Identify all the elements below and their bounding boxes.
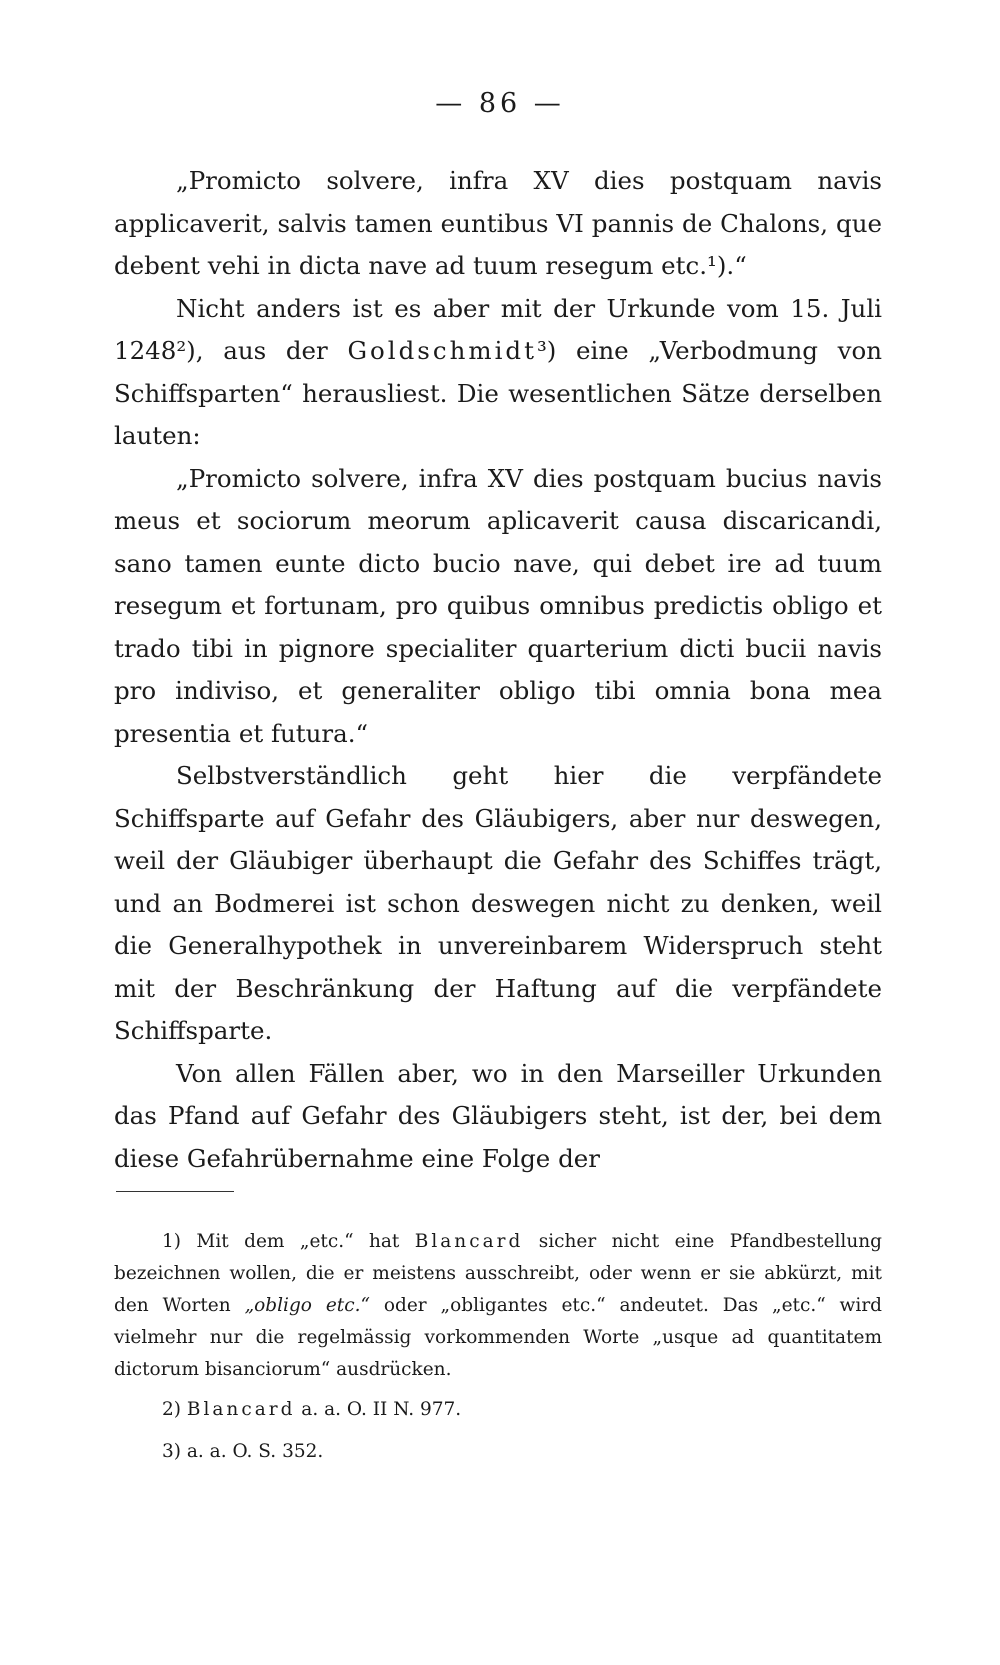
footnote-divider — [116, 1191, 234, 1192]
paragraph-5: Von allen Fällen aber, wo in den Marseiller Urkunden das Pfand auf Gefahr des Gläubigers steht, ist der, bei dem diese Gefahrübernahme eine Folge der — [114, 1058, 882, 1173]
paragraph-2-part-1: Nicht anders ist es aber mit der Urkunde vom 15. Juli 1248²), aus der — [114, 293, 882, 365]
page-number: — 86 — — [435, 88, 565, 119]
footnote-1 — [114, 1226, 882, 1386]
footnote-1-part-b: sicher nicht eine Pfandbestellung bezeichnen wollen, die er meistens ausschreibt, oder wenn er sie abkürzt, mit den Worten — [114, 1231, 882, 1316]
paragraph-2-part-2: ³) eine „Verbodmung von Schiffsparten“ herausliest. Die wesentlichen Sätze derselben lauten: — [114, 336, 882, 450]
main-text — [114, 160, 882, 1180]
quote-paragraph-3: „Promicto solvere, infra XV dies postquam bucius navis meus et sociorum meorum aplicaverit causa discaricandi, sano tamen eunte dicto bucio nave, qui debet ire ad tuum resegum et fortunam, pro quibus omnibus predictis obligo et trado tibi in pignore specialiter quarterium dicti bucii navis pro indiviso, et generaliter obligo tibi omnia bona mea presentia et futura.“ — [114, 463, 882, 748]
footnote-1-italic-phrase: „obligo etc.“ — [244, 1295, 370, 1316]
footnote-1-part-a: 1) Mit dem „etc.“ hat — [162, 1231, 415, 1252]
footnote-3: 3) a. a. O. S. 352. — [162, 1441, 324, 1462]
footnote-2-part-a: 2) — [162, 1399, 187, 1420]
footnote-1-part-c: oder „obligantes etc.“ andeutet. Das „etc.“ wird vielmehr nur die regelmässig vorkommenden Worte „usque ad quantitatem dictorum bisanciorum“ ausdrücken. — [114, 1295, 883, 1380]
author-name-goldschmidt: Goldschmidt — [347, 336, 537, 365]
paragraph-4: Selbstverständlich geht hier die verpfändete Schiffsparte auf Gefahr des Gläubigers, aber nur deswegen, weil der Gläubiger überhaupt die Gefahr des Schiffes trägt, und an Bodmerei ist schon deswegen nicht zu denken, weil die Generalhypothek in unvereinbarem Widerspruch steht mit der Beschränkung der Haftung auf die verpfändete Schiffsparte. — [114, 761, 882, 1045]
quote-paragraph-1: „Promicto solvere, infra XV dies postquam navis applicaverit, salvis tamen euntibus VI pannis de Chalons, que debent vehi in dicta nave ad tuum resegum etc.¹).“ — [114, 166, 882, 280]
author-name-blancard-2: Blancard — [186, 1399, 296, 1420]
paragraph-2 — [114, 288, 882, 458]
footnotes — [114, 1226, 882, 1470]
author-name-blancard: Blancard — [414, 1231, 524, 1252]
footnote-2 — [114, 1392, 882, 1428]
footnote-2-part-b: a. a. O. II N. 977. — [295, 1399, 462, 1420]
